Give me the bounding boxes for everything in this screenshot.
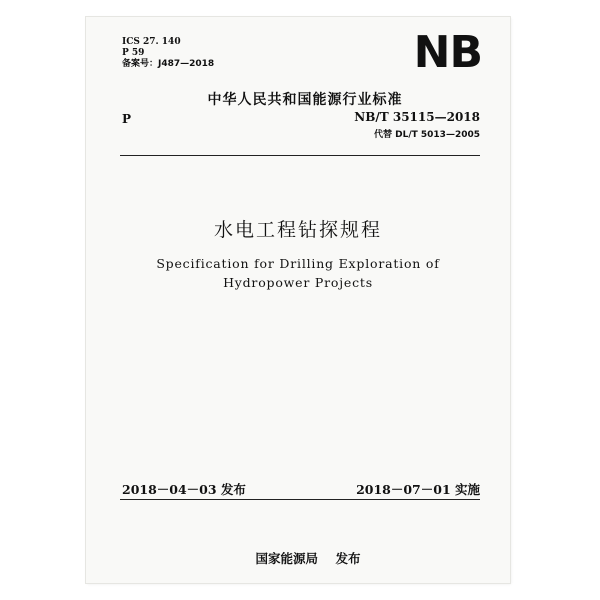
nb-logo: NB <box>413 27 482 78</box>
cover-metadata <box>122 37 214 70</box>
issue-date: 2018－04－03 发布 <box>122 482 246 497</box>
ics-code: ICS 27. 140 <box>122 37 181 47</box>
classification-code: P <box>122 112 132 126</box>
top-divider <box>120 155 480 156</box>
implementation-date: 2018－07－01 实施 <box>356 482 480 497</box>
replaces-standard: 代替 DL/T 5013—2005 <box>374 130 480 140</box>
title-english-line1: Specification for Drilling Exploration of <box>156 256 440 271</box>
standard-number: NB/T 35115—2018 <box>354 110 480 124</box>
record-number: 备案号：J487—2018 <box>122 59 215 69</box>
issuer-line: 中华人民共和国能源行业标准 <box>207 92 403 108</box>
title-english <box>86 254 510 292</box>
title-english-line2: Hydropower Projects <box>223 275 373 290</box>
publisher: 国家能源局 发布 <box>255 551 361 566</box>
title-chinese: 水电工程钻探规程 <box>213 219 382 241</box>
standard-cover <box>86 17 510 583</box>
bottom-divider <box>120 499 480 500</box>
ccs-code: P 59 <box>122 48 145 58</box>
